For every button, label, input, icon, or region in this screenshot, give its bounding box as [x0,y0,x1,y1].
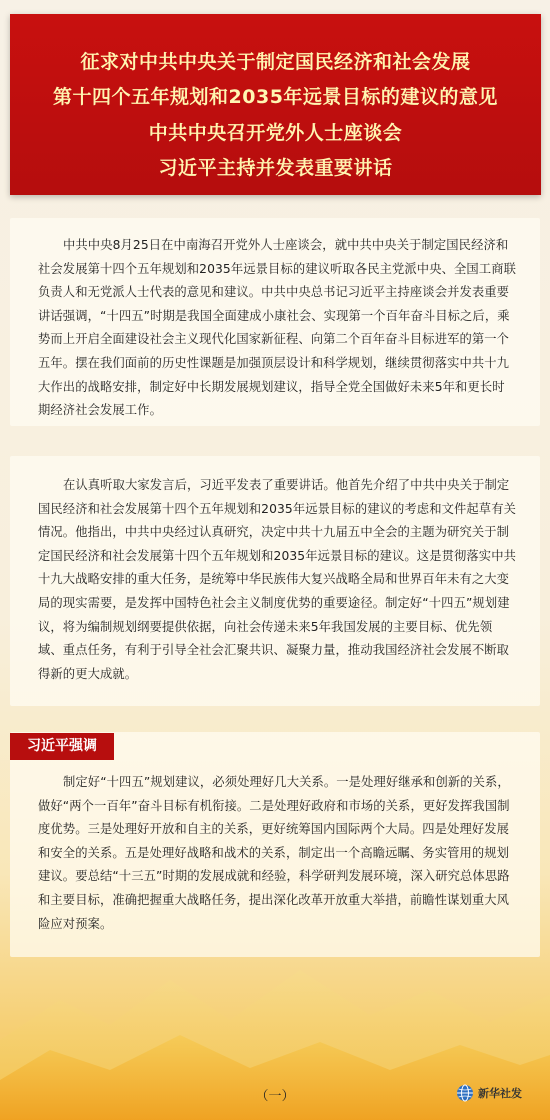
page-number: （一） [255,1089,295,1104]
banner-line-2: 第十四个五年规划和2035年远景目标的建议的意见 [53,86,498,108]
banner-line-4: 习近平主持并发表重要讲话 [158,157,393,179]
emphasis-paragraph: 制定好“十四五”规划建议，必须处理好几大关系。一是处理好继承和创新的关系，做好“两个一百年”奋斗目标有机衔接。二是处理好政府和市场的关系，更好发挥我国制度优势。三是处理好开放和自主的关系，更好统筹国内国际两个大局。四是处理好发展和安全的关系。五是处理好战略和战术的关系，制定出一个高瞻远瞩、务实管用的规划建议。要总结“十三五”时期的发展成就和经验，科学研判发展环境，深入研究总体思路和主要目标，准确把握重大战略任务，提出深化改革开放重大举措，前瞻性谋划重大风险应对预案。 [38,775,510,931]
agency-label: 新华社发 [478,1087,522,1100]
emphasis-tag: 习近平强调 [10,733,114,760]
title-banner [10,14,541,195]
xinhua-logo [456,1084,522,1102]
intro-paragraph: 中共中央8月25日在中南海召开党外人士座谈会，就中共中央关于制定国民经济和社会发展第十四个五年规划和2035年远景目标的建议听取各民主党派中央、全国工商联负责人和无党派人士代表的意见和建议。中共中央总书记习近平主持座谈会并发表重要讲话强调，“十四五”时期是我国全面建成小康社会、实现第一个百年奋斗目标之后，乘势而上开启全面建设社会主义现代化国家新征程、向第二个百年奋斗目标进军的第一个五年。摆在我们面前的历史性课题是加强顶层设计和科学规划，继续贯彻落实中共十九大作出的战略安排，制定好中长期发展规划建议，指导全党全国做好未来5年和更长时期经济社会发展工作。 [38,238,516,418]
banner-line-1: 征求对中共中央关于制定国民经济和社会发展 [80,51,471,73]
globe-icon [456,1084,474,1102]
banner-line-3: 中共中央召开党外人士座谈会 [148,122,403,144]
speech-paragraph: 在认真听取大家发言后，习近平发表了重要讲话。他首先介绍了中共中央关于制定国民经济和社会发展第十四个五年规划和2035年远景目标的建议的考虑和文件起草有关情况。他指出，中共中央经过认真研究，决定中共十九届五中全会的主题为研究关于制定国民经济和社会发展第十四个五年规划和2035年远景目标的建议。这是贯彻落实中共十九大战略安排的重大任务，是统筹中华民族伟大复兴战略全局和世界百年未有之大变局的现实需要，是发挥中国特色社会主义制度优势的重要途径。制定好“十四五”规划建议，将为编制规划纲要提供依据，向社会传递未来5年我国发展的主要目标、优先领域、重点任务，有利于引导全社会汇聚共识、凝聚力量，推动我国经济社会发展不断取得新的更大成就。 [38,478,516,681]
